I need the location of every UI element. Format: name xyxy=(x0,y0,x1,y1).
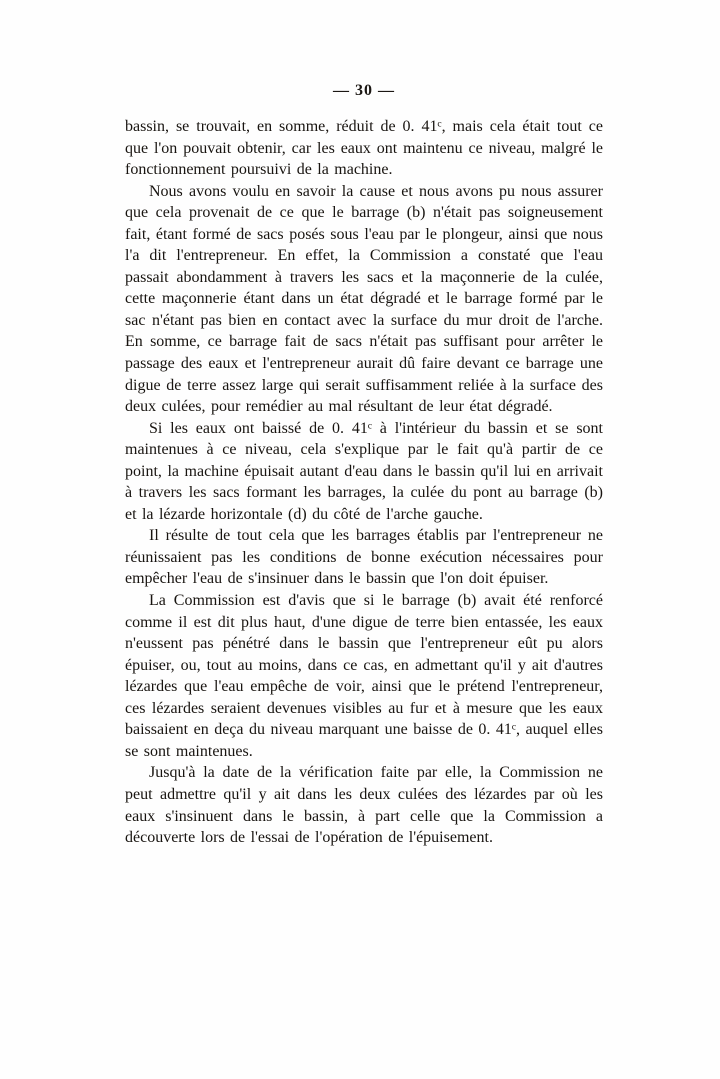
paragraph: Si les eaux ont baissé de 0. 41ᶜ à l'intérieur du bassin et se sont maintenues à ce niveau, cela s'explique par le fait qu'à partir de ce point, la machine épuisait autant d'eau dans le bassin qu'il lui en arrivait à travers les sacs formant les barrages, la culée du pont au barrage (b) et la lézarde horizontale (d) du côté de l'arche gauche. xyxy=(125,419,603,523)
paragraph: Jusqu'à la date de la vérification faite par elle, la Commission ne peut admettre qu'il y ait dans les deux culées des lézardes par où les eaux s'insinuent dans le bassin, à part celle que la Commission a découverte lors de l'essai de l'opération de l'épuisement. xyxy=(125,764,603,847)
paragraph: La Commission est d'avis que si le barrage (b) avait été renforcé comme il est dit plus haut, d'une digue de terre bien entassée, les eaux n'eussent pas pénétré dans le bassin que l'entrepreneur eût pu alors épuiser, ou, tout au moins, dans ce cas, en admettant qu'il y ait d'autres lézardes que l'eau empêche de voir, ainsi que le prétend l'entrepreneur, ces lézardes seraient devenues visibles au fur et à mesure que les eaux baissaient en deça du niveau marquant une baisse de 0. 41ᶜ, auquel elles se sont maintenues. xyxy=(125,592,603,760)
paragraph: Nous avons voulu en savoir la cause et nous avons pu nous assurer que cela provenait de ce que le barrage (b) n'était pas soigneusement fait, étant formé de sacs posés sous l'eau par le plongeur, ainsi que nous l'a dit l'entrepreneur. En effet, la Commission a constaté que l'eau passait abondamment à travers les sacs et la maçonnerie de la culée, cette maçonnerie étant dans un état dégradé et le barrage formé par le sac n'étant pas bien en contact avec la surface du mur droit de l'arche. En somme, ce barrage fait de sacs n'était pas suffisant pour arrêter le passage des eaux et l'entrepreneur aurait dû faire devant ce barrage une digue de terre assez large qui serait suffisamment reliée à la surface des deux culées, pour remédier au mal résultant de leur état dégradé. xyxy=(125,182,603,416)
paragraph: bassin, se trouvait, en somme, réduit de 0. 41ᶜ, mais cela était tout ce que l'on pouvait obtenir, car les eaux ont maintenu ce niveau, malgré le fonctionnement poursuivi de la machine. xyxy=(125,118,603,179)
text-block xyxy=(125,116,603,849)
page-number: — 30 — xyxy=(333,82,395,99)
paragraph: Il résulte de tout cela que les barrages établis par l'entrepreneur ne réunissaient pas les conditions de bonne exécution nécessaires pour empêcher l'eau de s'insinuer dans le bassin que l'on doit épuiser. xyxy=(125,527,603,588)
